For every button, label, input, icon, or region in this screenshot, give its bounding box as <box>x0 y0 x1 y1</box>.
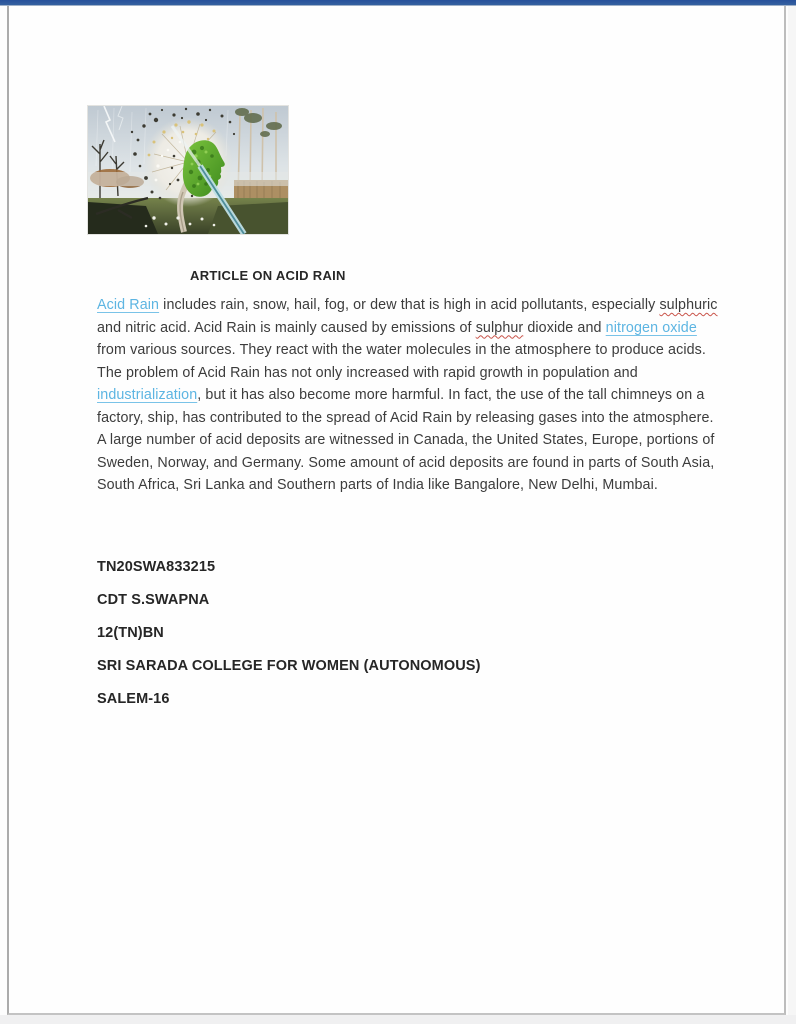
top-accent-bar <box>0 0 796 6</box>
article-paragraph <box>97 294 723 497</box>
misspelled-sulphuric: sulphuric <box>659 297 718 313</box>
body-text-3: dioxide and <box>523 319 606 336</box>
page-right-margin <box>788 6 796 1015</box>
document-page <box>7 5 786 1015</box>
signature-line-college: SRI SARADA COLLEGE FOR WOMEN (AUTONOMOUS) <box>97 658 481 674</box>
signature-line-city: SALEM-16 <box>97 691 170 707</box>
industrialization-link[interactable]: industrialization <box>97 387 198 403</box>
signature-line-name: CDT S.SWAPNA <box>97 592 210 608</box>
body-text-5: , but it has also become more harmful. In fact, the use of the tall chimneys on a factory, ship, has contributed to the spread of Acid Rain by releasing gases into the atmosphere. A large number of acid deposits are witnessed in Canada, the United States, Europe, portions of Sweden, Norway, and Germany. Some amount of acid deposits are found in parts of South Asia, South Africa, Sri Lanka and Southern parts of India like Bangalore, New Delhi, Mumbai. <box>97 387 715 493</box>
signature-line-id: TN20SWA833215 <box>97 559 216 575</box>
signature-line-battalion: 12(TN)BN <box>97 625 164 641</box>
acid-rain-link[interactable]: Acid Rain <box>97 297 160 313</box>
nitrogen-oxide-link[interactable]: nitrogen oxide <box>605 319 697 336</box>
article-heading: ARTICLE ON ACID RAIN <box>190 268 346 283</box>
acid-rain-image <box>87 105 289 235</box>
body-text-1: includes rain, snow, hail, fog, or dew that is high in acid pollutants, especially <box>159 297 660 313</box>
body-text-2: and nitric acid. Acid Rain is mainly caused by emissions of <box>97 319 476 336</box>
acid-rain-image-graphic <box>88 106 288 234</box>
body-text-4: from various sources. They react with the water molecules in the atmosphere to produce acids. The problem of Acid Rain has not only increased with rapid growth in population and <box>97 342 706 381</box>
page-bottom-margin <box>0 1015 796 1024</box>
signature-block <box>97 559 481 724</box>
misspelled-sulphur: sulphur <box>475 319 524 336</box>
